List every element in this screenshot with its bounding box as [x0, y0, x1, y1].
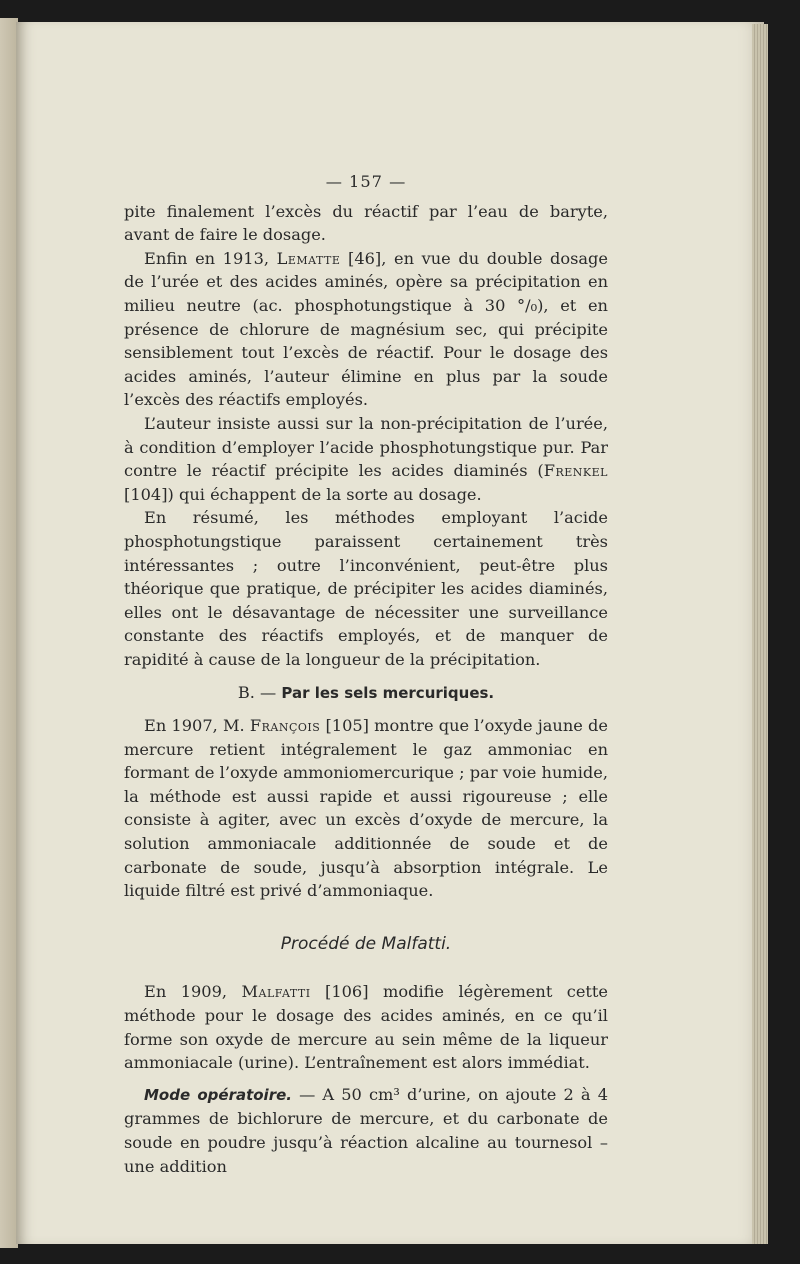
page-text	[124, 170, 608, 1178]
paragraph-1: pite finalement l’excès du réactif par l’eau de baryte, avant de faire le dosage.	[124, 201, 608, 245]
procede-title: Procédé de Malfatti.	[280, 933, 452, 954]
page-number: — 157 —	[325, 172, 407, 191]
section-prefix: B. —	[237, 683, 282, 703]
text-run: [104]) qui échappent de la sorte au dosage.	[124, 484, 482, 504]
paragraph-6	[124, 980, 608, 1074]
section-title: Par les sels mercuriques.	[281, 684, 495, 703]
page-stack-edge	[752, 24, 768, 1244]
author-francois: François	[249, 716, 321, 736]
mode-operatoire-label: Mode opératoire.	[144, 1085, 292, 1104]
author-frenkel: Frenkel	[543, 461, 608, 481]
author-malfatti: Malfatti	[241, 982, 311, 1002]
paragraph-4: En résumé, les méthodes employant l’acide phosphotungstique paraissent certainement très intéressantes ; outre l’inconvénient, peut-être plus théorique que pratique, de précipiter les acides diaminés, elles ont le désavantage de nécessiter une surveillance constante des réactifs employés, et de manquer de rapidité à cause de la longueur de la précipitation.	[124, 508, 608, 669]
section-heading-b	[124, 681, 608, 706]
text-run: — A 50 cm³ d’urine, on ajoute 2 à 4 grammes de bichlorure de mercure, et du carbonate de soude en poudre jusqu’à réaction alcaline au tournesol – une addition	[124, 1084, 608, 1176]
paragraph-5	[124, 714, 608, 903]
paragraph-2	[124, 247, 608, 412]
text-run: [105] montre que l’oxyde jaune de mercure retient intégralement le gaz ammoniac en formant de l’oxyde ammoniomercurique ; par voie humide, la méthode est aussi rapide et aussi rigoureuse ; elle consiste à agiter, avec un excès d’oxyde de mercure, la solution ammoniacale additionnée de soude et de carbonate de soude, jusqu’à absorption intégrale. Le liquide filtré est privé d’ammoniaque.	[124, 716, 608, 901]
text-run: En 1909,	[144, 982, 242, 1002]
text-run: Enfin en 1913,	[144, 248, 277, 268]
paragraph-3	[124, 412, 608, 506]
text-run: [106] modifie légèrement cette méthode pour le dosage des acides aminés, en ce qu’il forme son oxyde de mercure au sein même de la liqueur ammoniacale (urine). L’entraînement est alors immédiat.	[124, 982, 609, 1073]
paragraph-7	[124, 1083, 608, 1178]
text-run: [46], en vue du double dosage de l’urée et des acides aminés, opère sa précipitation en milieu neutre (ac. phosphotungstique à 30 °/₀), et en présence de chlorure de magnésium sec, qui précipite sensiblement tout l’excès de réactif. Pour le dosage des acides aminés, l’auteur élimine en plus par la soude l’excès des réactifs employés.	[124, 248, 609, 410]
author-lematte: Lematte	[276, 248, 341, 268]
text-run: L’auteur insiste aussi sur la non-précipitation de l’urée, à condition d’employer l’acide phosphotungstique pur. Par contre le réactif précipite les acides diaminés (	[124, 413, 608, 481]
spacer	[124, 1075, 608, 1083]
text-run: En 1907, M.	[144, 716, 250, 736]
